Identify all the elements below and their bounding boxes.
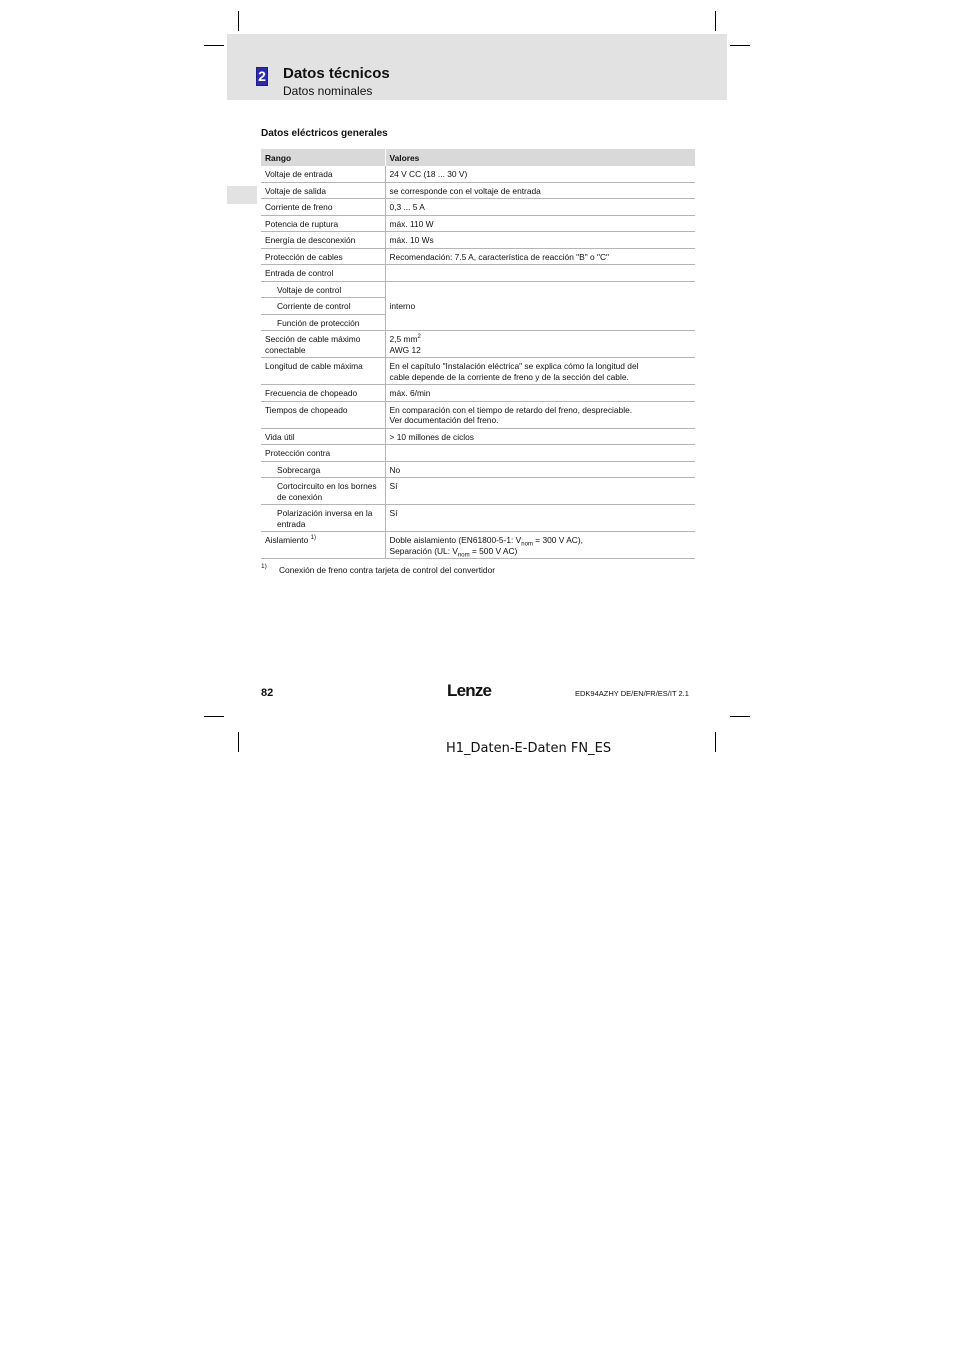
table-row xyxy=(261,199,695,216)
lenze-logo-text: Lenze xyxy=(447,681,492,700)
table-row xyxy=(261,331,695,358)
value-cell: máx. 110 W xyxy=(385,215,695,232)
column-header-param: Rango xyxy=(261,149,385,166)
table-row xyxy=(261,358,695,385)
value-cell: No xyxy=(385,461,695,478)
param-cell: Voltaje de entrada xyxy=(261,166,385,182)
value-text: En el capítulo "Instalación eléctrica" se explica cómo la longitud del xyxy=(389,361,639,371)
table-row xyxy=(261,505,695,532)
value-text: En comparación con el tiempo de retardo del freno, despreciable. xyxy=(389,404,633,415)
param-cell: Frecuencia de chopeado xyxy=(261,385,385,402)
table-row xyxy=(261,248,695,265)
value-cell xyxy=(385,331,695,358)
value-cell: Sí xyxy=(385,505,695,532)
param-text: Aislamiento xyxy=(265,535,309,545)
value-cell: Recomendación: 7.5 A, característica de reacción "B" o "C" xyxy=(385,248,695,265)
param-cell: Protección contra xyxy=(261,445,385,462)
chapter-title: Datos técnicos xyxy=(283,65,390,82)
param-cell: Tiempos de chopeado xyxy=(261,401,385,428)
crop-mark-bottom-left-v xyxy=(238,732,239,752)
param-cell: Corriente de control xyxy=(261,298,385,315)
value-text: cable depende de la corriente de freno y de la sección del cable. xyxy=(389,371,629,382)
value-text: Doble aislamiento (EN61800-5-1: V xyxy=(389,535,522,545)
side-tab-marker xyxy=(227,186,257,204)
value-cell: > 10 millones de ciclos xyxy=(385,428,695,445)
param-cell: Corriente de freno xyxy=(261,199,385,216)
param-cell: Polarización inversa en la entrada xyxy=(261,505,385,532)
table-row xyxy=(261,461,695,478)
section-title: Datos eléctricos generales xyxy=(261,128,388,139)
table-row xyxy=(261,265,695,282)
value-text: = 500 V AC) xyxy=(469,545,518,556)
crop-mark-top-left-v xyxy=(238,11,239,31)
value-cell: 0,3 ... 5 A xyxy=(385,199,695,216)
param-cell: Vida útil xyxy=(261,428,385,445)
column-header-value: Valores xyxy=(385,149,695,166)
chapter-number: 2 xyxy=(256,67,268,86)
table-row xyxy=(261,532,695,559)
crop-mark-bottom-right-h xyxy=(730,716,750,717)
param-cell: Entrada de control xyxy=(261,265,385,282)
value-cell: 24 V CC (18 ... 30 V) xyxy=(385,166,695,182)
footnote-ref: 1) xyxy=(310,535,316,542)
param-cell: Voltaje de salida xyxy=(261,182,385,199)
param-cell: Cortocircuito en los bornes de conexión xyxy=(261,478,385,505)
value-text: = 300 V AC), xyxy=(532,535,583,545)
crop-mark-top-left-h xyxy=(204,45,224,46)
value-cell: Sí xyxy=(385,478,695,505)
chapter-subtitle: Datos nominales xyxy=(283,84,373,98)
value-text: 2,5 mm xyxy=(389,334,418,344)
param-cell: Sobrecarga xyxy=(261,461,385,478)
footnote-text: Conexión de freno contra tarjeta de control del convertidor xyxy=(279,565,496,575)
value-cell xyxy=(385,265,695,282)
footnote-mark: 1) xyxy=(261,563,267,570)
value-cell xyxy=(385,532,695,559)
table-row xyxy=(261,445,695,462)
table-row xyxy=(261,182,695,199)
table-header-row xyxy=(261,149,695,166)
table-row xyxy=(261,232,695,249)
value-text: AWG 12 xyxy=(389,344,421,355)
table-row xyxy=(261,385,695,402)
param-cell: Protección de cables xyxy=(261,248,385,265)
param-cell: Voltaje de control xyxy=(261,281,385,298)
value-cell xyxy=(385,358,695,385)
param-cell: Longitud de cable máxima xyxy=(261,358,385,385)
crop-mark-bottom-right-v xyxy=(715,732,716,752)
crop-mark-top-right-v xyxy=(715,11,716,31)
param-cell: Energía de desconexión xyxy=(261,232,385,249)
table-row xyxy=(261,428,695,445)
value-text: Ver documentación del freno. xyxy=(389,415,499,425)
value-cell: se corresponde con el voltaje de entrada xyxy=(385,182,695,199)
table-row xyxy=(261,166,695,182)
page-number: 82 xyxy=(261,687,274,699)
value-cell: máx. 6/min xyxy=(385,385,695,402)
param-cell: Sección de cable máximo conectable xyxy=(261,331,385,358)
subscript: nom xyxy=(457,552,470,559)
table-row xyxy=(261,401,695,428)
crop-mark-bottom-left-h xyxy=(204,716,224,717)
table-row xyxy=(261,478,695,505)
lenze-logo xyxy=(446,681,504,701)
value-cell: máx. 10 Ws xyxy=(385,232,695,249)
subscript: nom xyxy=(521,541,533,548)
value-text: Separación (UL: V xyxy=(389,545,458,556)
superscript: 2 xyxy=(417,334,421,341)
table-row xyxy=(261,215,695,232)
value-cell xyxy=(385,445,695,462)
param-cell: Potencia de ruptura xyxy=(261,215,385,232)
document-code: EDK94AZHY DE/EN/FR/ES/IT 2.1 xyxy=(575,689,689,698)
file-label: H1_Daten-E-Daten FN_ES xyxy=(446,741,612,756)
value-cell xyxy=(385,401,695,428)
crop-mark-top-right-h xyxy=(730,45,750,46)
electrical-data-table xyxy=(261,149,695,559)
value-cell-merged: interno xyxy=(385,281,695,331)
param-cell xyxy=(261,532,385,559)
table-row xyxy=(261,281,695,298)
param-cell: Función de protección xyxy=(261,314,385,331)
